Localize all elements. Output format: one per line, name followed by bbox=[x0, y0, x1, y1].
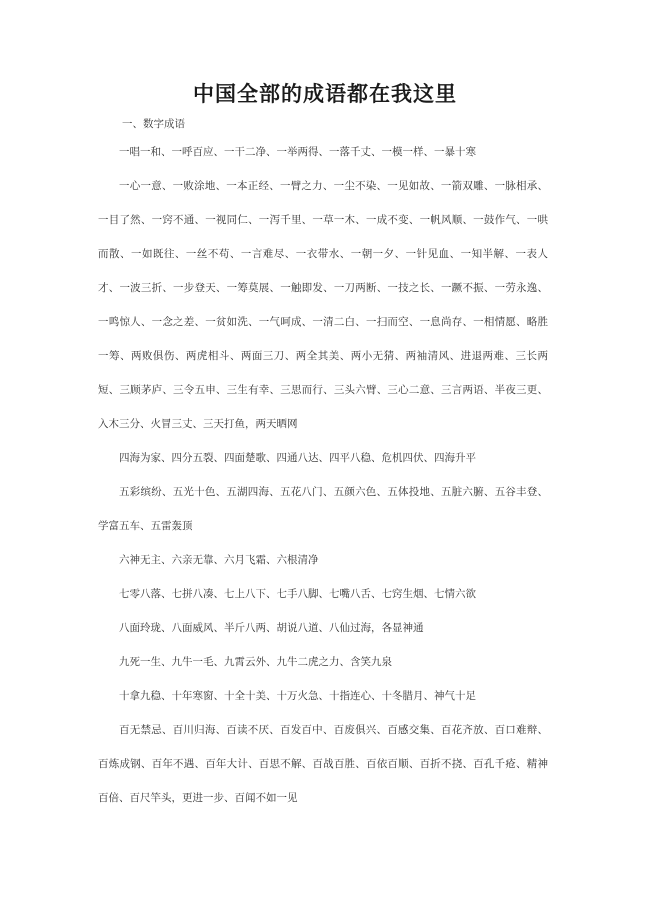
paragraph-seven: 七零八落、七拼八凑、七上八下、七手八脚、七嘴八舌、七窍生烟、七情六欲 bbox=[119, 588, 476, 600]
paragraph-hundred: 百无禁忌、百川归海、百读不厌、百发百中、百废俱兴、百感交集、百花齐放、百口难辩、百炼成钢、百年不遇、百年大计、百思不解、百战百胜、百依百顺、百折不挠、百孔千疮、精神百倍、百尺竿头，更进一步、百闻不如一见 bbox=[98, 724, 548, 804]
paragraph-four: 四海为家、四分五裂、四面楚歌、四通八达、四平八稳、危机四伏、四海升平 bbox=[119, 452, 476, 464]
paragraph-six: 六神无主、六亲无靠、六月飞霜、六根清净 bbox=[119, 554, 319, 566]
paragraph-one: 一唱一和、一呼百应、一干二净、一举两得、一落千丈、一模一样、一暴十寒 bbox=[119, 146, 476, 158]
paragraph-one-ext: 一心一意、一败涂地、一本正经、一臂之力、一尘不染、一见如故、一箭双雕、一脉相承、一目了然、一窍不通、一视同仁、一泻千里、一草一木、一成不变、一帆风顺、一鼓作气、一哄而散、一如既往、一丝不苟、一言难尽、一衣带水、一朝一夕、一针见血、一知半解、一表人才、一波三折、一步登天、一筹莫展、一触即发、一刀两断、一技之长、一蹶不振、一劳永逸、一鸣惊人、一念之差、一贫如洗、一气呵成、一清二白、一扫而空、一息尚存、一相情愿、略胜一筹、两败俱伤、两虎相斗、两面三刀、两全其美、两小无猜、两袖清风、进退两难、三长两短、三顾茅庐、三令五申、三生有幸、三思而行、三头六臂、三心二意、三言两语、半夜三更、入木三分、火冒三丈、三天打鱼，两天晒网 bbox=[98, 180, 548, 430]
document-body bbox=[98, 135, 548, 815]
section-heading: 一、数字成语 bbox=[122, 118, 185, 130]
paragraph-nine: 九死一生、九牛一毛、九霄云外、九牛二虎之力、含笑九泉 bbox=[119, 656, 392, 668]
page-title: 中国全部的成语都在我这里 bbox=[193, 81, 457, 106]
paragraph-ten: 十拿九稳、十年寒窗、十全十美、十万火急、十指连心、十冬腊月、神气十足 bbox=[119, 690, 476, 702]
paragraph-five: 五彩缤纷、五光十色、五湖四海、五花八门、五颜六色、五体投地、五脏六腑、五谷丰登、学富五车、五雷轰顶 bbox=[98, 486, 548, 532]
paragraph-eight: 八面玲珑、八面威风、半斤八两、胡说八道、八仙过海，各显神通 bbox=[119, 622, 424, 634]
